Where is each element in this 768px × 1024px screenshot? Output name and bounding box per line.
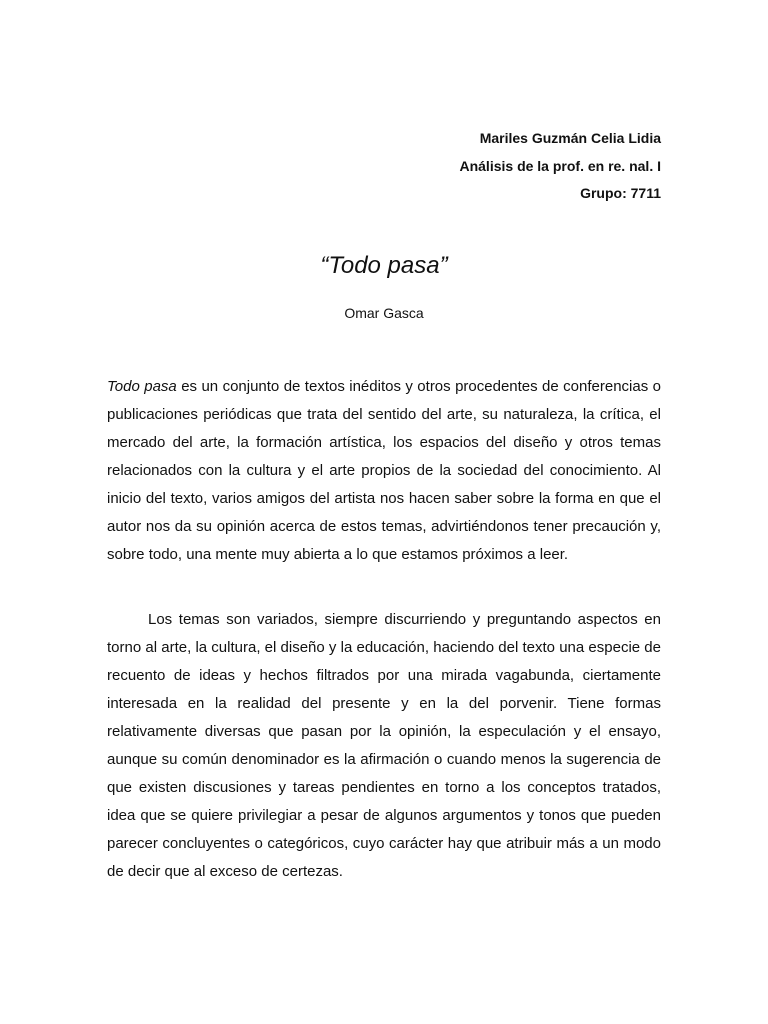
- paragraph-1-text: es un conjunto de textos inéditos y otros procedentes de conferencias o publicaciones periódicas que trata del sentido del arte, su naturaleza, la crítica, el mercado del arte, la formación artística, los espacios del diseño y otros temas relacionados con la cultura y el arte propios de la sociedad del conocimiento. Al inicio del texto, varios amigos del artista nos hacen saber sobre la forma en que el autor nos da su opinión acerca de estos temas, advirtiéndonos tener precaución y, sobre todo, una mente muy abierta a lo que estamos próximos a leer.: [107, 378, 661, 563]
- paragraph-1: [107, 373, 661, 569]
- paragraph-2-text: Los temas son variados, siempre discurriendo y preguntando aspectos en torno al arte, la cultura, el diseño y la educación, haciendo del texto una especie de recuento de ideas y hechos filtrados por una mirada vagabunda, ciertamente interesada en la realidad del presente y en la del porvenir. Tiene formas relativamente diversas que pasan por la opinión, la especulación y el ensayo, aunque su común denominador es la afirmación o cuando menos la sugerencia de que existen discusiones y tareas pendientes en torno a los conceptos tratados, idea que se quiere privilegiar a pesar de algunos argumentos y tonos que pueden parecer concluyentes o categóricos, cuyo carácter hay que atribuir más a un modo de decir que al exceso de certezas.: [107, 611, 661, 880]
- paragraph-2: [107, 606, 661, 886]
- book-title-italic: Todo pasa: [107, 378, 177, 395]
- course-name: Análisis de la prof. en re. nal. I: [459, 157, 661, 174]
- group-number: Grupo: 7711: [580, 185, 661, 201]
- student-header: [459, 125, 661, 208]
- document-title: “Todo pasa”: [320, 252, 448, 279]
- student-name: Mariles Guzmán Celia Lidia: [479, 130, 661, 146]
- author-name: Omar Gasca: [344, 305, 424, 321]
